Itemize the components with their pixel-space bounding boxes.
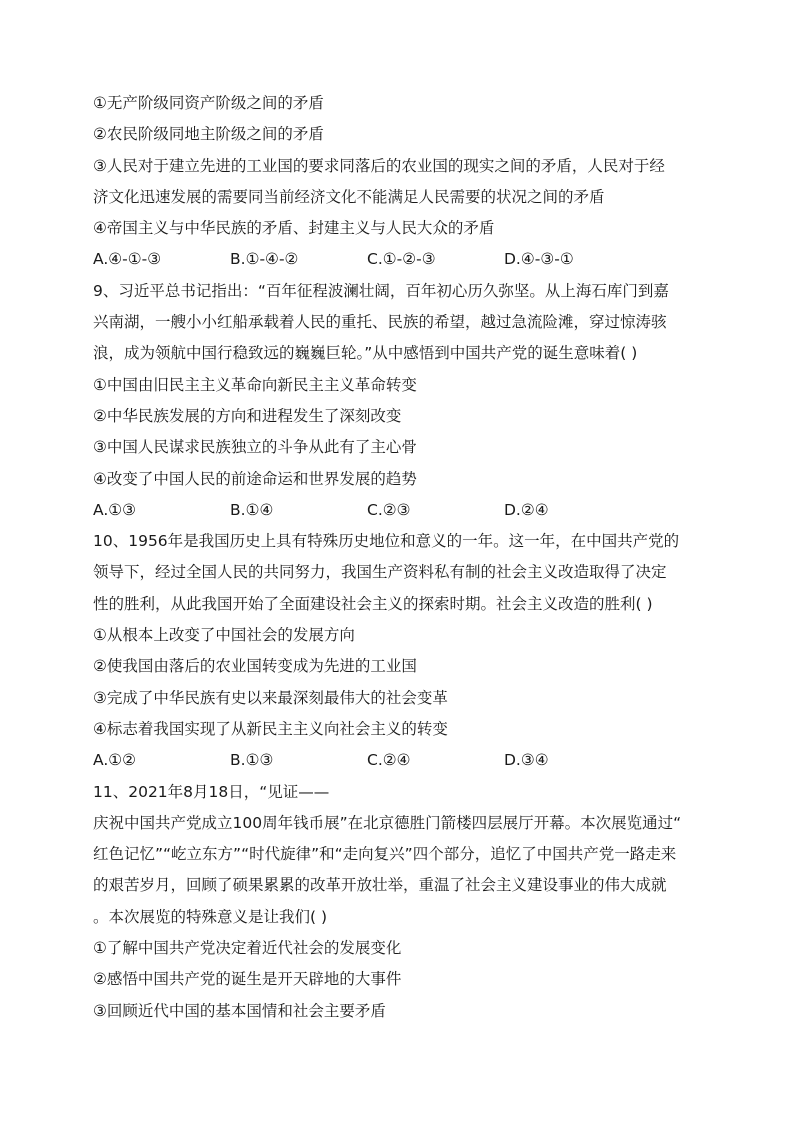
q10-item-2: ②使我国由落后的农业国转变成为先进的工业国 <box>93 657 417 676</box>
q11-item-2: ②感悟中国共产党的诞生是开天辟地的大事件 <box>93 970 402 989</box>
option-value: ①③ <box>245 751 274 770</box>
q10-stem-line-3: 性的胜利，从此我国开始了全面建设社会主义的探索时期。社会主义改造的胜利( ) <box>93 594 653 613</box>
option-letter: A. <box>93 500 109 519</box>
question-10 <box>93 526 703 745</box>
option-value: ②④ <box>382 751 411 770</box>
q8-option-c <box>367 244 504 275</box>
option-value: ①-④-② <box>245 250 299 269</box>
q11-item-3: ③回顾近代中国的基本国情和社会主要矛盾 <box>93 1001 386 1020</box>
q8-item-4: ④帝国主义与中华民族的矛盾、封建主义与人民大众的矛盾 <box>93 219 495 238</box>
option-value: ①② <box>108 751 137 770</box>
option-letter: D. <box>504 751 521 770</box>
question-9 <box>93 276 703 495</box>
q10-item-3: ③完成了中华民族有史以来最深刻最伟大的社会变革 <box>93 688 448 707</box>
q10-option-b <box>230 745 367 776</box>
option-letter: B. <box>230 250 246 269</box>
q11-stem-line-1: 11、2021年8月18日，“见证—— <box>93 782 330 801</box>
q9-options <box>93 495 703 526</box>
q8-item-3: ③人民对于建立先进的工业国的要求同落后的农业国的现实之间的矛盾，人民对于经 <box>93 156 665 175</box>
option-letter: A. <box>93 751 109 770</box>
q8-options <box>93 244 703 275</box>
option-value: ④-③-① <box>520 250 574 269</box>
q9-stem-line-1: 9、习近平总书记指出：“百年征程波澜壮阔，百年初心历久弥坚。从上海石库门到嘉 <box>93 281 669 300</box>
q11-stem-line-2: 庆祝中国共产党成立100周年钱币展”在北京德胜门箭楼四层展厅开幕。本次展览通过“ <box>93 813 682 832</box>
option-letter: B. <box>230 500 246 519</box>
q8-item-3-cont: 济文化迅速发展的需要同当前经济文化不能满足人民需要的状况之间的矛盾 <box>93 187 605 206</box>
option-letter: C. <box>367 500 383 519</box>
q9-stem-line-2: 兴南湖，一艘小小红船承载着人民的重托、民族的希望，越过急流险滩，穿过惊涛骇 <box>93 313 667 332</box>
option-value: ③④ <box>520 751 549 770</box>
q8-item-2: ②农民阶级同地主阶级之间的矛盾 <box>93 125 324 144</box>
q9-option-b <box>230 495 367 526</box>
option-value: ①④ <box>245 500 274 519</box>
q9-stem-line-3: 浪，成为领航中国行稳致远的巍巍巨轮。”从中感悟到中国共产党的诞生意味着( ) <box>93 344 638 363</box>
q11-stem-line-4: 的艰苦岁月，回顾了硕果累累的改革开放壮举，重温了社会主义建设事业的伟大成就 <box>93 876 667 895</box>
option-value: ①③ <box>108 500 137 519</box>
q8-option-d <box>504 244 641 275</box>
option-value: ④-①-③ <box>108 250 162 269</box>
q9-option-d <box>504 495 641 526</box>
q10-stem-line-2: 领导下，经过全国人民的共同努力，我国生产资料私有制的社会主义改造取得了决定 <box>93 563 667 582</box>
option-letter: D. <box>504 500 521 519</box>
option-letter: D. <box>504 250 521 269</box>
option-value: ①-②-③ <box>382 250 436 269</box>
option-letter: C. <box>367 751 383 770</box>
option-letter: B. <box>230 751 246 770</box>
q11-stem-line-5: 。本次展览的特殊意义是让我们( ) <box>93 907 328 926</box>
exam-page <box>93 88 703 1027</box>
q9-item-3: ③中国人民谋求民族独立的斗争从此有了主心骨 <box>93 438 417 457</box>
q11-item-1: ①了解中国共产党决定着近代社会的发展变化 <box>93 939 402 958</box>
q8-option-a <box>93 244 230 275</box>
q10-item-1: ①从根本上改变了中国社会的发展方向 <box>93 626 355 645</box>
q9-item-1: ①中国由旧民主主义革命向新民主主义革命转变 <box>93 375 417 394</box>
q8-item-1: ①无产阶级同资产阶级之间的矛盾 <box>93 94 324 112</box>
option-value: ②③ <box>382 500 411 519</box>
q9-option-a <box>93 495 230 526</box>
option-letter: A. <box>93 250 109 269</box>
question-8-items <box>93 88 703 244</box>
option-value: ②④ <box>520 500 549 519</box>
q9-option-c <box>367 495 504 526</box>
q9-item-2: ②中华民族发展的方向和进程发生了深刻改变 <box>93 406 402 425</box>
q10-option-c <box>367 745 504 776</box>
q8-option-b <box>230 244 367 275</box>
q10-option-a <box>93 745 230 776</box>
q11-stem-line-3: 红色记忆”“屹立东方”“时代旋律”和“走向复兴”四个部分，追忆了中国共产党一路走来 <box>93 845 677 864</box>
q10-options <box>93 745 703 776</box>
q10-option-d <box>504 745 641 776</box>
question-11 <box>93 777 703 1027</box>
q10-item-4: ④标志着我国实现了从新民主主义向社会主义的转变 <box>93 719 448 738</box>
q9-item-4: ④改变了中国人民的前途命运和世界发展的趋势 <box>93 469 417 488</box>
q10-stem-line-1: 10、1956年是我国历史上具有特殊历史地位和意义的一年。这一年，在中国共产党的 <box>93 532 680 551</box>
option-letter: C. <box>367 250 383 269</box>
